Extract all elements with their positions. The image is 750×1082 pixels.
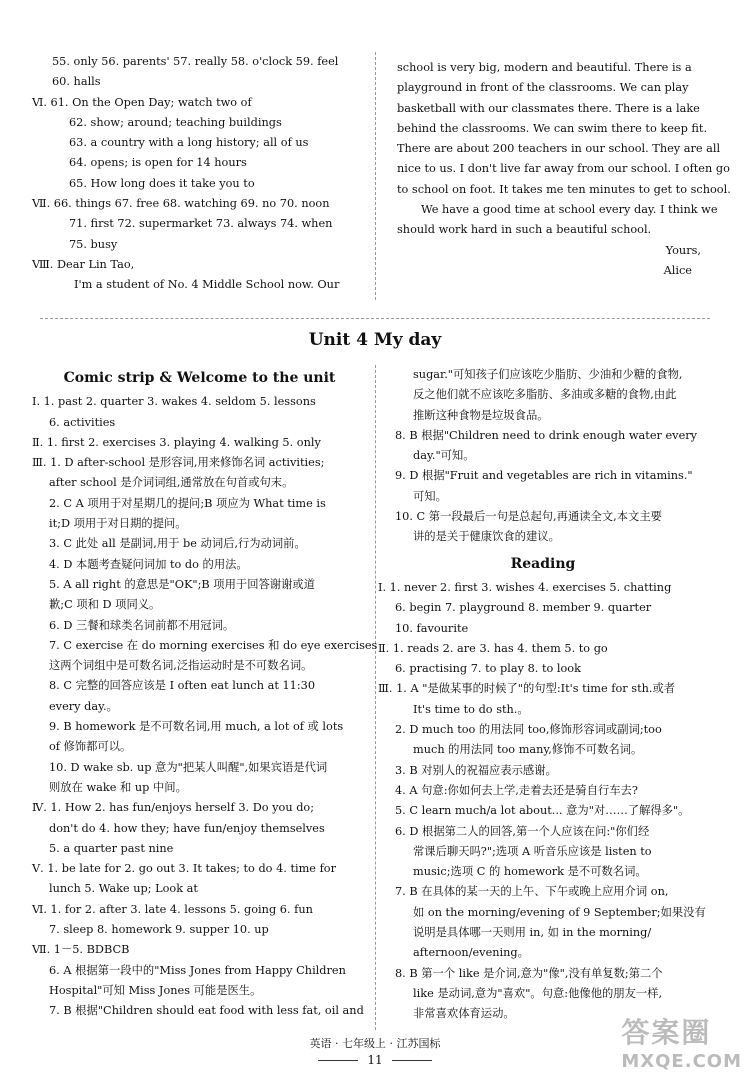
text-line: 2. C A 项用于对星期几的提问;B 项应为 What time is bbox=[49, 496, 326, 510]
text-line: 7. sleep 8. homework 9. supper 10. up bbox=[49, 923, 269, 937]
column-divider-top bbox=[375, 52, 376, 300]
text-line: 6. D 三餐和球类名词前都不用冠词。 bbox=[49, 618, 235, 632]
text-line: 7. B 在具体的某一天的上午、下午或晚上应用介词 on, bbox=[395, 885, 669, 899]
text-line: 9. D 根据"Fruit and vegetables are rich in vitamins." bbox=[395, 469, 693, 483]
text-line: Ⅱ. 1. first 2. exercises 3. playing 4. walking 5. only bbox=[32, 435, 321, 449]
footer-rule-left bbox=[318, 1060, 358, 1061]
text-line: Ⅶ. 1－5. BDBCB bbox=[32, 943, 130, 957]
top-left-column bbox=[32, 52, 362, 296]
text-line: day."可知。 bbox=[413, 449, 475, 463]
text-line: 64. opens; is open for 14 hours bbox=[69, 156, 247, 170]
text-line: Ⅲ. 1. D after-school 是形容词,用来修饰名词 activities; bbox=[32, 456, 325, 470]
text-line: We have a good time at school every day. I think we bbox=[421, 203, 718, 217]
text-line: behind the classrooms. We can swim there to keep fit. bbox=[397, 121, 708, 135]
text-line: 3. B 对别人的祝福应表示感谢。 bbox=[395, 763, 557, 777]
text-line: Ⅵ. 61. On the Open Day; watch two of bbox=[32, 95, 252, 109]
text-line: 如 on the morning/evening of 9 September;如果没有 bbox=[413, 905, 706, 919]
text-line: Ⅳ. 1. How 2. has fun/enjoys herself 3. Do you do; bbox=[32, 801, 315, 815]
watermark-main-text: 答案圈 bbox=[621, 1016, 712, 1049]
text-line: 5. A all right 的意思是"OK";B 项用于回答谢谢或道 bbox=[49, 577, 315, 591]
text-line: after school 是介词词组,通常放在句首或句末。 bbox=[49, 476, 294, 490]
top-right-column bbox=[397, 58, 731, 281]
section-title-comic-strip: Comic strip & Welcome to the unit bbox=[63, 370, 336, 386]
text-line: 5. a quarter past nine bbox=[49, 841, 174, 855]
text-line: 7. B 根据"Children should eat food with less fat, oil and bbox=[49, 1004, 364, 1018]
text-line: It's time to do sth.。 bbox=[413, 702, 529, 716]
text-line: nice to us. I don't live far away from our school. I often go bbox=[397, 162, 730, 176]
text-line: Ⅲ. 1. A "是做某事的时候了"的句型:It's time for sth.或者 bbox=[378, 682, 676, 696]
text-line: 6. activities bbox=[49, 415, 116, 429]
text-line: 这两个词组中是可数名词,泛指运动时是不可数名词。 bbox=[49, 659, 313, 673]
text-line: Ⅷ. Dear Lin Tao, bbox=[32, 257, 135, 271]
text-line: every day.。 bbox=[49, 699, 118, 713]
section-title-reading: Reading bbox=[510, 555, 576, 572]
text-line: 6. begin 7. playground 8. member 9. quarter bbox=[395, 601, 652, 615]
text-line: to school on foot. It takes me ten minutes to get to school. bbox=[397, 182, 731, 196]
text-line: lunch 5. Wake up; Look at bbox=[49, 882, 198, 896]
text-line: I'm a student of No. 4 Middle School now. Our bbox=[74, 278, 340, 292]
text-line: 62. show; around; teaching buildings bbox=[69, 115, 282, 129]
column-divider-bottom bbox=[375, 365, 376, 1030]
text-line: don't do 4. how they; have fun/enjoy themselves bbox=[49, 821, 325, 835]
text-line: 6. practising 7. to play 8. to look bbox=[395, 662, 581, 676]
text-line: 反之他们就不应该吃多脂肪、多油或多糖的食物,由此 bbox=[413, 388, 677, 402]
text-line: 4. A 句意:你如何去上学,走着去还是骑自行车去? bbox=[395, 783, 638, 797]
text-line: There are about 200 teachers in our school. They are all bbox=[397, 142, 721, 156]
page-number: 11 bbox=[367, 1053, 383, 1067]
text-line: playground in front of the classrooms. We can play bbox=[397, 81, 689, 95]
text-line: 9. B homework 是不可数名词,用 much, a lot of 或 lots bbox=[49, 720, 344, 734]
section-rule bbox=[40, 318, 710, 319]
text-line: 10. D wake sb. up 意为"把某人叫醒",如果宾语是代词 bbox=[49, 760, 328, 774]
text-line: 歉;C 项和 D 项同义。 bbox=[49, 598, 161, 612]
text-line: 7. C exercise 在 do morning exercises 和 do eye exercises bbox=[49, 638, 378, 652]
text-line: should work hard in such a beautiful school. bbox=[397, 223, 652, 237]
text-line: 3. C 此处 all 是副词,用于 be 动词后,行为动词前。 bbox=[49, 537, 306, 551]
watermark-logo bbox=[621, 1011, 742, 1072]
text-line: much 的用法同 too many,修饰不可数名词。 bbox=[413, 743, 643, 757]
text-line: 8. B 根据"Children need to drink enough water every bbox=[395, 428, 698, 442]
text-line: 63. a country with a long history; all of us bbox=[69, 136, 309, 150]
unit-title: Unit 4 My day bbox=[308, 330, 442, 350]
text-line: basketball with our classmates there. There is a lake bbox=[397, 101, 700, 115]
text-line: 非常喜欢体育运动。 bbox=[413, 1007, 515, 1021]
text-line: Alice bbox=[663, 263, 692, 277]
text-line: Hospital"可知 Miss Jones 可能是医生。 bbox=[49, 983, 262, 997]
text-line: Yours, bbox=[665, 243, 701, 257]
text-line: Ⅰ. 1. never 2. first 3. wishes 4. exercises 5. chatting bbox=[378, 580, 672, 594]
text-line: 2. D much too 的用法同 too,修饰形容词或副词;too bbox=[395, 723, 662, 737]
text-line: 则放在 wake 和 up 中间。 bbox=[49, 780, 187, 794]
text-line: 65. How long does it take you to bbox=[69, 176, 255, 190]
text-line: 8. C 完整的回答应该是 I often eat lunch at 11:30 bbox=[49, 679, 316, 693]
text-line: 讲的是关于健康饮食的建议。 bbox=[413, 530, 560, 544]
bottom-right-column bbox=[378, 365, 708, 1025]
text-line: Ⅴ. 1. be late for 2. go out 3. It takes; to do 4. time for bbox=[32, 862, 336, 876]
text-line: of 修饰都可以。 bbox=[49, 740, 132, 754]
text-line: 6. D 根据第二人的回答,第一个人应该在问:"你们经 bbox=[395, 824, 650, 838]
text-line: Ⅰ. 1. past 2. quarter 3. wakes 4. seldom 5. lessons bbox=[32, 395, 316, 409]
text-line: 可知。 bbox=[413, 489, 447, 503]
footer-rule-right bbox=[392, 1060, 432, 1061]
text-line: like 是动词,意为"喜欢"。句意:他像他的朋友一样, bbox=[413, 986, 663, 1000]
text-line: 10. favourite bbox=[395, 621, 469, 635]
text-line: 4. D 本题考查疑问词加 to do 的用法。 bbox=[49, 557, 248, 571]
text-line: 常课后聊天吗?";选项 A 听音乐应该是 listen to bbox=[413, 844, 652, 858]
text-line: 10. C 第一段最后一句是总起句,再通读全文,本文主要 bbox=[395, 510, 662, 524]
text-line: 说明是具体哪一天则用 in, 如 in the morning/ bbox=[413, 926, 652, 940]
text-line: it;D 项用于对日期的提问。 bbox=[49, 517, 187, 531]
text-line: afternoon/evening。 bbox=[413, 946, 529, 960]
text-line: Ⅶ. 66. things 67. free 68. watching 69. no 70. noon bbox=[32, 197, 330, 211]
text-line: 60. halls bbox=[52, 75, 101, 89]
text-line: Ⅱ. 1. reads 2. are 3. has 4. them 5. to go bbox=[378, 641, 608, 655]
text-line: 推断这种食物是垃圾食品。 bbox=[413, 408, 549, 422]
text-line: 55. only 56. parents' 57. really 58. o'clock 59. feel bbox=[52, 55, 339, 68]
text-line: 71. first 72. supermarket 73. always 74. when bbox=[69, 217, 333, 231]
text-line: 8. B 第一个 like 是介词,意为"像",没有单复数;第二个 bbox=[395, 966, 663, 980]
text-line: 6. A 根据第一段中的"Miss Jones from Happy Children bbox=[49, 963, 346, 977]
text-line: music;选项 C 的 homework 是不可数名词。 bbox=[413, 865, 647, 879]
text-line: 5. C learn much/a lot about... 意为"对……了解得多"。 bbox=[395, 804, 690, 818]
watermark-sub-text: MXQE.COM bbox=[621, 1051, 742, 1072]
footer-text: 英语 · 七年级上 · 江苏国标 bbox=[309, 1037, 441, 1050]
bottom-left-column bbox=[32, 368, 378, 1022]
text-line: school is very big, modern and beautiful. There is a bbox=[397, 61, 692, 74]
text-line: 75. busy bbox=[69, 237, 118, 251]
text-line: sugar."可知孩子们应该吃少脂肪、少油和少糖的食物, bbox=[413, 368, 683, 381]
text-line: Ⅵ. 1. for 2. after 3. late 4. lessons 5. going 6. fun bbox=[32, 902, 313, 916]
